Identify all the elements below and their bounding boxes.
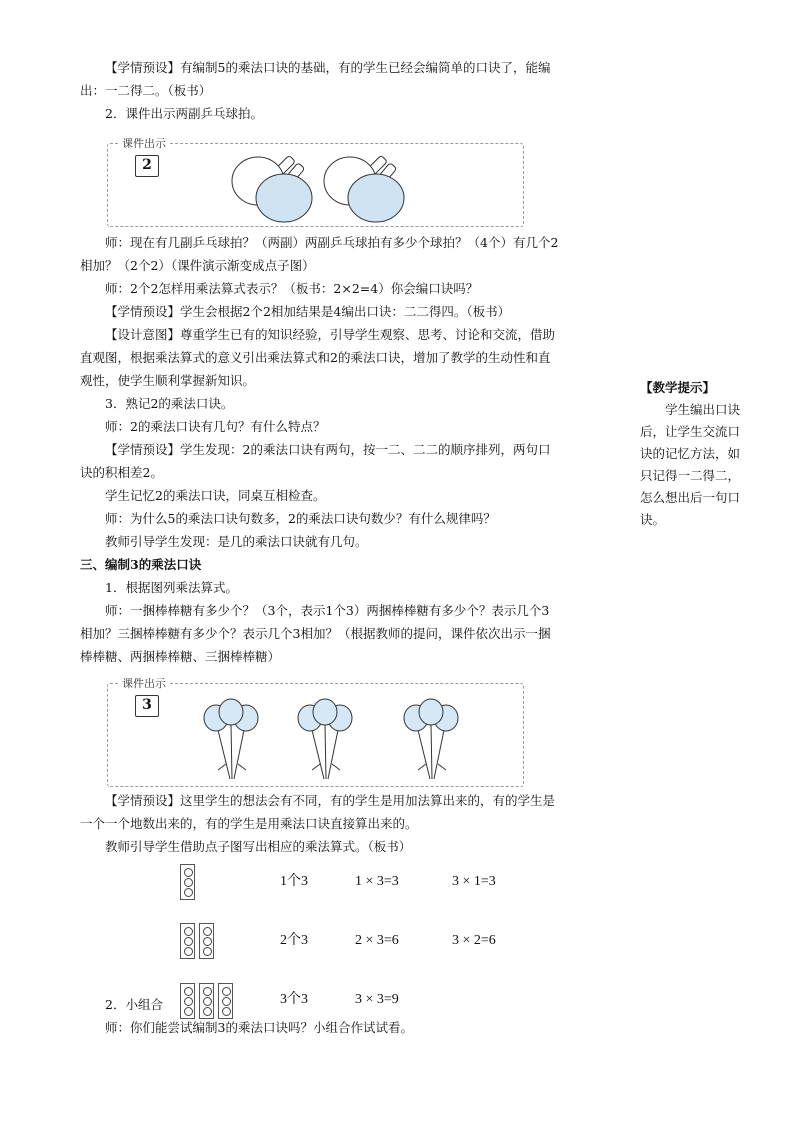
text-line: 相加？三捆棒棒糖有多少个？表示几个3相加？（根据教师的提问，课件依次出示一捆 bbox=[80, 626, 551, 641]
group-label: 2个3 bbox=[280, 933, 308, 948]
figure-tab-label: 课件出示 bbox=[118, 675, 170, 691]
text-line: 3．熟记2的乘法口诀。 bbox=[105, 396, 234, 411]
figure-number-badge: 3 bbox=[135, 695, 159, 717]
figure-number-badge: 2 bbox=[135, 155, 159, 177]
figure-tab-label: 课件出示 bbox=[118, 135, 170, 151]
sidebar-line: 后，让学生交流口 bbox=[640, 424, 741, 439]
text-line: 【学情预设】这里学生的想法会有不同，有的学生是用加法算出来的，有的学生是 bbox=[105, 793, 556, 808]
text-line: 【学情预设】有编制5的乘法口诀的基础，有的学生已经会编简单的口诀了，能编 bbox=[105, 60, 551, 75]
text-line: 相加？（2个2）（课件演示渐变成点子图） bbox=[80, 258, 315, 273]
lollipops-illustration bbox=[108, 684, 523, 786]
lollipop-bunch bbox=[298, 699, 352, 779]
paddles-illustration bbox=[108, 144, 523, 226]
text-line: 师：你们能尝试编制3的乘法口诀吗？小组合作试试看。 bbox=[105, 1020, 413, 1035]
equation: 3 × 2=6 bbox=[452, 933, 496, 948]
equation: 2 × 3=6 bbox=[355, 933, 399, 948]
text-line: 教师引导学生借助点子图写出相应的乘法算式。（板书） bbox=[105, 839, 412, 854]
text-line: 【设计意图】尊重学生已有的知识经验，引导学生观察、思考、讨论和交流，借助 bbox=[105, 327, 556, 342]
text-line: 【学情预设】学生发现：2的乘法口诀有两句，按一二、二二的顺序排列，两句口 bbox=[105, 442, 551, 457]
text-line: 2．课件出示两副乒乓球拍。 bbox=[105, 106, 263, 121]
equation: 3 × 1=3 bbox=[452, 874, 496, 889]
sidebar-line: 诀。 bbox=[640, 512, 666, 527]
dot-column bbox=[218, 983, 233, 1019]
sidebar-line: 怎么想出后一句口 bbox=[640, 490, 741, 505]
dot-column bbox=[180, 983, 195, 1019]
section-heading: 三、编制3的乘法口诀 bbox=[80, 557, 202, 572]
dot-column bbox=[199, 923, 214, 959]
text-line: 师：2个2怎样用乘法算式表示？（板书：2×2=4）你会编口诀吗？ bbox=[105, 281, 479, 296]
text-line: 学生记忆2的乘法口诀，同桌互相检查。 bbox=[105, 488, 326, 503]
text-line: 师：2的乘法口诀有几句？有什么特点？ bbox=[105, 419, 326, 434]
text-line: 师：为什么5的乘法口诀句数多，2的乘法口诀句数少？有什么规律吗？ bbox=[105, 511, 496, 526]
equation: 1 × 3=3 bbox=[355, 874, 399, 889]
text-line: 师：现在有几副乒乓球拍？（两副）两副乒乓球拍有多少个球拍？（4个）有几个2 bbox=[105, 235, 559, 250]
text-line: 观性，使学生顺利掌握新知识。 bbox=[80, 373, 256, 388]
paddle-pair-2 bbox=[324, 155, 404, 222]
dot-column bbox=[180, 864, 195, 900]
paddle-pair-1 bbox=[232, 155, 312, 222]
lollipop-bunch bbox=[204, 699, 258, 779]
text-line: 教师引导学生发现：是几的乘法口诀就有几句。 bbox=[105, 534, 368, 549]
text-line: 2．小组合 bbox=[105, 997, 163, 1012]
text-line: 诀的积相差2。 bbox=[80, 465, 163, 480]
dot-column bbox=[180, 923, 195, 959]
text-line: 直观图，根据乘法算式的意义引出乘法算式和2的乘法口诀，增加了教学的生动性和直 bbox=[80, 350, 551, 365]
lollipop-bunch bbox=[404, 699, 458, 779]
dot-column bbox=[199, 983, 214, 1019]
text-line: 棒棒糖、两捆棒棒糖、三捆棒棒糖） bbox=[80, 649, 281, 664]
courseware-figure-paddles bbox=[107, 137, 524, 227]
text-line: 【学情预设】学生会根据2个2相加结果是4编出口诀：二二得四。（板书） bbox=[105, 304, 511, 319]
sidebar-title: 【教学提示】 bbox=[640, 380, 716, 395]
courseware-figure-lollipops bbox=[107, 677, 524, 787]
equation: 3 × 3=9 bbox=[355, 992, 399, 1007]
text-line: 1．根据图列乘法算式。 bbox=[105, 580, 238, 595]
text-line: 出：一二得二。（板书） bbox=[80, 83, 212, 98]
group-label: 1个3 bbox=[280, 874, 308, 889]
sidebar-line: 只记得一二得二， bbox=[640, 468, 741, 483]
sidebar-line: 学生编出口诀 bbox=[665, 402, 741, 417]
text-line: 师：一捆棒棒糖有多少个？（3个，表示1个3）两捆棒棒糖有多少个？表示几个3 bbox=[105, 603, 550, 618]
sidebar-line: 诀的记忆方法，如 bbox=[640, 446, 741, 461]
text-line: 一个一个地数出来的，有的学生是用乘法口诀直接算出来的。 bbox=[80, 816, 418, 831]
group-label: 3个3 bbox=[280, 992, 308, 1007]
